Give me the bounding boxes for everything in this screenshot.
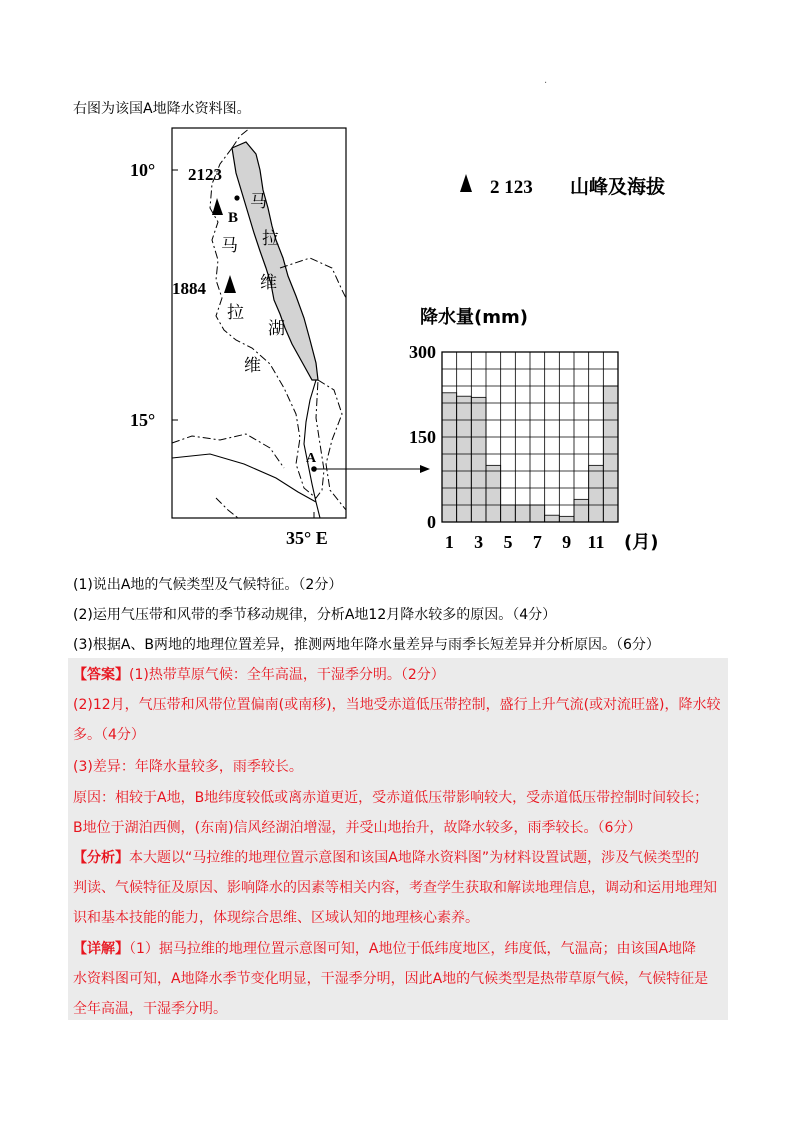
- y-tick-label: 300: [409, 342, 436, 362]
- page-mark: ·: [544, 78, 548, 89]
- bar: [589, 465, 604, 522]
- legend-peak-icon: [460, 174, 472, 192]
- bar: [530, 505, 545, 522]
- answer-line-6: B地位于湖泊西侧，(东南)信风经湖泊增湿，并受山地抬升，故降水较多，雨季较长。（6分）: [73, 820, 642, 836]
- x-tick-label: 1: [444, 532, 454, 552]
- bar: [515, 505, 530, 522]
- answer-line-5: 原因：相较于A地，B地纬度较低或离赤道更近，受赤道低压带影响较大，受赤道低压带控制时间较长；: [73, 790, 709, 806]
- point-b-dot: [234, 195, 239, 200]
- lake-name-char: 维: [260, 273, 277, 293]
- arrow-head-icon: [420, 465, 430, 473]
- intro-text: 右图为该国A地降水资料图。: [73, 101, 251, 117]
- point-b-label: B: [228, 210, 239, 226]
- x-tick-label: 9: [562, 532, 572, 552]
- shire-river: [304, 380, 320, 518]
- country-name-char: 维: [244, 356, 261, 376]
- neighbor-border-west: [172, 434, 284, 468]
- point-a-label: A: [306, 451, 317, 466]
- question-2: (2)运用气压带和风带的季节移动规律，分析A地12月降水较多的原因。（4分）: [73, 607, 557, 623]
- bar: [559, 516, 574, 522]
- detail-line-1: [73, 939, 733, 959]
- neighbor-border-southwest: [216, 498, 238, 518]
- precip-chart: [409, 342, 658, 553]
- figure: [120, 118, 700, 558]
- country-border: [210, 148, 324, 498]
- bar: [486, 465, 501, 522]
- detail-line-3: 全年高温，干湿季分明。: [73, 1001, 227, 1017]
- bar: [442, 393, 457, 522]
- analysis-line-2: 判读、气候特征及原因、影响降水的因素等相关内容，考查学生获取和解读地理信息，调动和运用地理知: [73, 880, 717, 896]
- bar: [545, 515, 560, 522]
- x-axis-label: (月): [624, 532, 659, 553]
- x-tick-label: 7: [532, 532, 542, 552]
- x-tick-label: 11: [587, 532, 605, 552]
- y-tick-label: 0: [427, 512, 436, 532]
- answer-line-4: (3)差异：年降水量较多，雨季较长。: [73, 759, 303, 775]
- lake-name-char: 拉: [262, 229, 279, 249]
- bar: [574, 499, 589, 522]
- detail-line-2: 水资料图可知，A地降水季节变化明显，干湿季分明，因此A地的气候类型是热带草原气候，气候特征是: [73, 971, 709, 987]
- lat-15-label: 15°: [130, 410, 156, 430]
- detail-text-1: （1）据马拉维的地理位置示意图可知，A地位于低纬度地区，纬度低，气温高；由该国A地降: [129, 941, 697, 957]
- question-3: (3)根据A、B两地的地理位置差异，推测两地年降水量差异与雨季长短差异并分析原因。（6分）: [73, 637, 660, 653]
- detail-tag: 【详解】: [73, 941, 129, 957]
- chart-title: 降水量(mm): [420, 307, 528, 328]
- peak-2123-label: 2123: [188, 165, 222, 184]
- legend-elevation: 2 123: [490, 177, 533, 198]
- analysis-line-1: [73, 848, 733, 868]
- question-1: (1)说出A地的气候类型及气候特征。（2分）: [73, 577, 343, 593]
- answer-tag: 【答案】: [73, 667, 129, 683]
- analysis-text-1: 本大题以“马拉维的地理位置示意图和该国A地降水资料图”为材料设置试题，涉及气候类型的: [129, 850, 700, 866]
- bar: [471, 397, 486, 522]
- bar: [457, 396, 472, 522]
- analysis-line-3: 识和基本技能的能力，体现综合思维、区域认知的地理核心素养。: [73, 910, 479, 926]
- river-southwest: [172, 454, 316, 502]
- lat-10-label: 10°: [130, 160, 156, 180]
- bar: [501, 505, 516, 522]
- legend-label: 山峰及海拔: [570, 176, 666, 198]
- analysis-tag: 【分析】: [73, 850, 129, 866]
- x-tick-label: 5: [503, 532, 513, 552]
- country-name-char: 马: [221, 236, 238, 256]
- y-tick-label: 150: [409, 427, 436, 447]
- answer-text-1: (1)热带草原气候：全年高温，干湿季分明。（2分）: [129, 667, 445, 683]
- country-name-char: 拉: [227, 303, 244, 323]
- lake-name-char: 马: [250, 192, 267, 212]
- lake-name-char: 湖: [268, 319, 285, 339]
- answer-line-1: [73, 665, 733, 685]
- lon-35-label: 35° E: [286, 528, 328, 548]
- peak-1884-label: 1884: [172, 279, 206, 298]
- peak-triangle-icon: [212, 198, 223, 215]
- answer-line-2: (2)12月，气压带和风带位置偏南(或南移)，当地受赤道低压带控制，盛行上升气流(或对流旺盛)，降水较: [73, 697, 721, 713]
- x-tick-label: 3: [474, 532, 484, 552]
- answer-line-3: 多。（4分）: [73, 727, 145, 743]
- lake-malawi: [232, 142, 318, 380]
- peak-triangle-icon: [224, 275, 236, 293]
